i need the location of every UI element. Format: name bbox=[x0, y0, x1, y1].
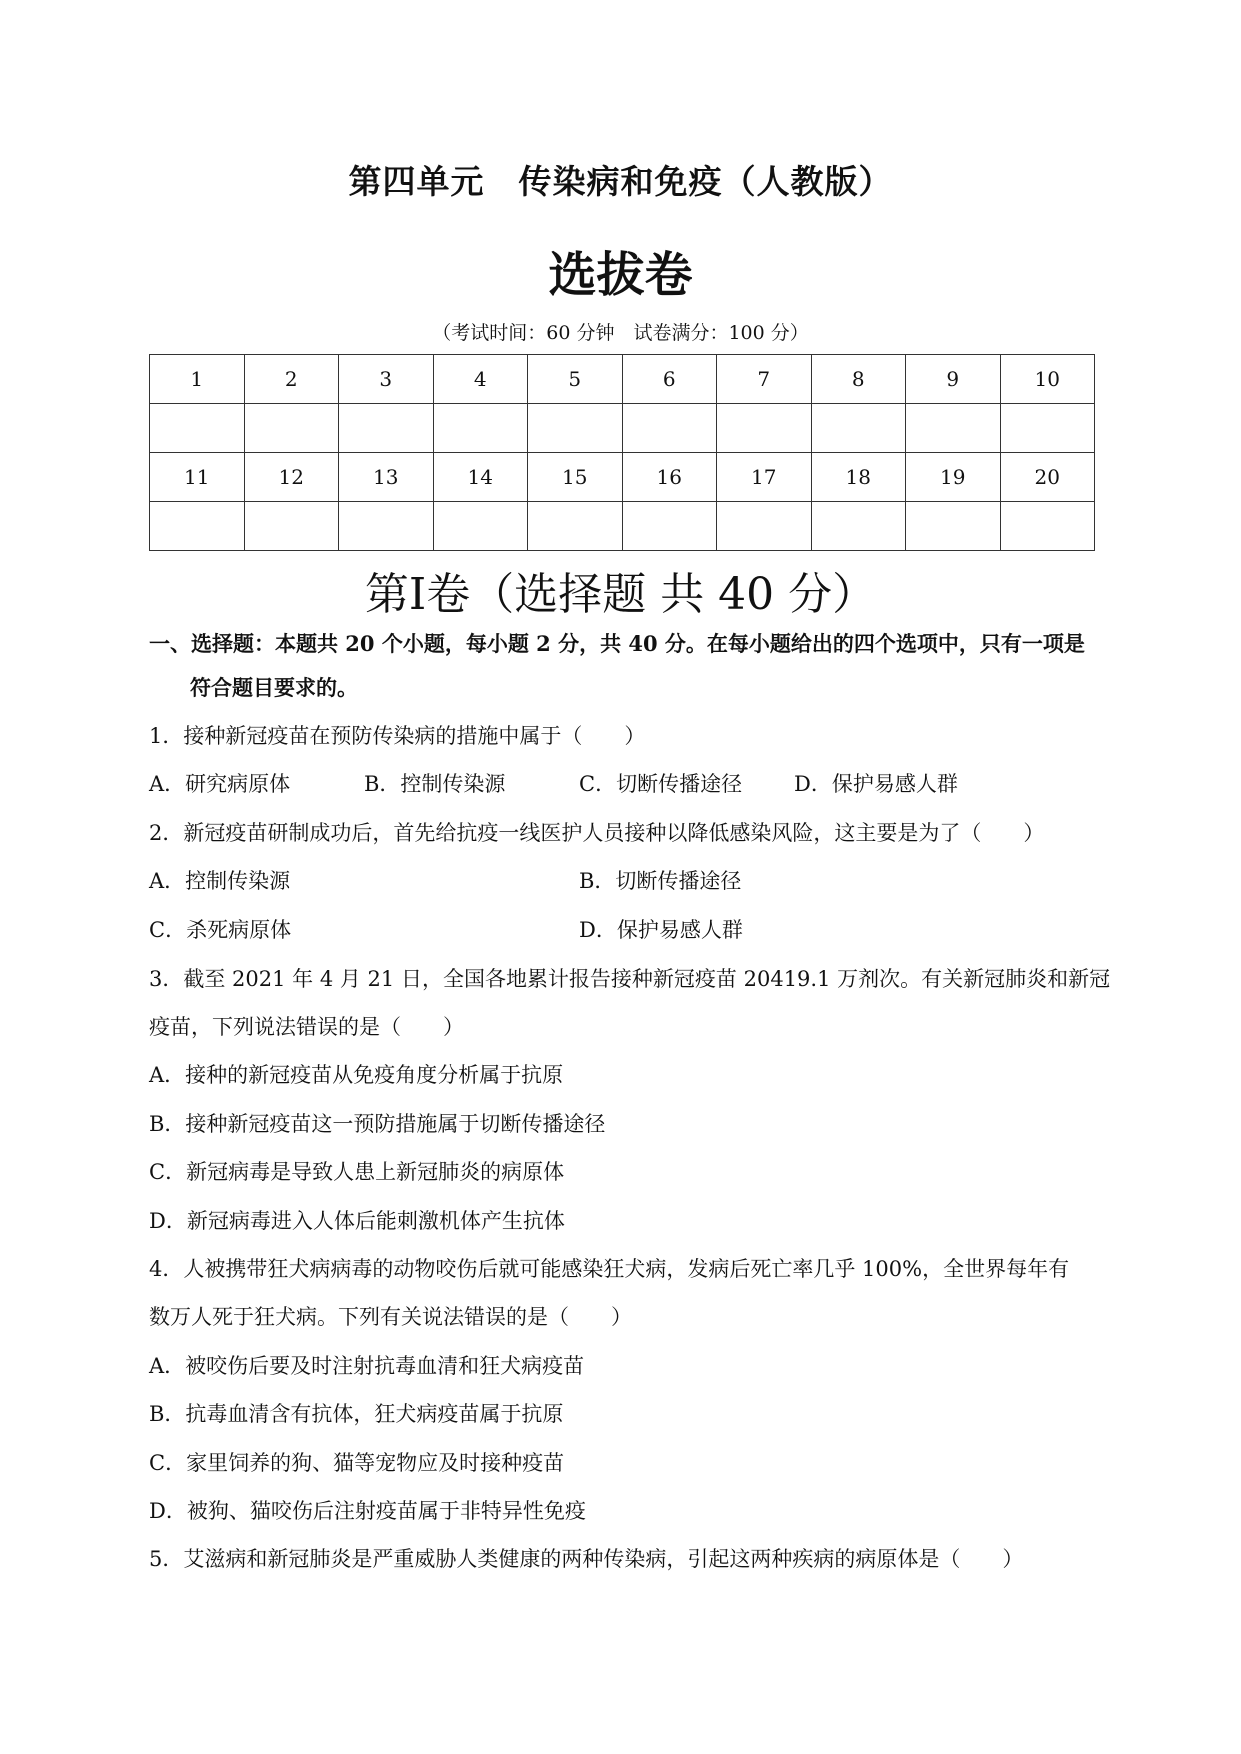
section-title: 第I卷（选择题 共 40 分） bbox=[364, 569, 877, 620]
question-number-cell: 1 bbox=[150, 355, 245, 404]
answer-cell[interactable] bbox=[906, 404, 1001, 453]
answer-cell[interactable] bbox=[811, 404, 906, 453]
question-option: C．家里饲养的狗、猫等宠物应及时接种疫苗 bbox=[149, 1451, 565, 1475]
question-number-cell: 14 bbox=[433, 453, 528, 502]
exam-info: （考试时间：60 分钟 试卷满分：100 分） bbox=[432, 322, 809, 344]
answer-cell[interactable] bbox=[528, 502, 623, 551]
question-stem: 5．艾滋病和新冠肺炎是严重威胁人类健康的两种传染病，引起这两种疾病的病原体是（ ） bbox=[149, 1547, 1024, 1571]
answer-cell[interactable] bbox=[717, 502, 812, 551]
answer-cell[interactable] bbox=[150, 502, 245, 551]
answer-table-number-row bbox=[150, 453, 1095, 502]
answer-cell[interactable] bbox=[906, 502, 1001, 551]
question-option: A．研究病原体 bbox=[149, 772, 291, 796]
question-option: C．杀死病原体 bbox=[149, 918, 292, 942]
question-option: B．接种新冠疫苗这一预防措施属于切断传播途径 bbox=[149, 1112, 606, 1136]
answer-cell[interactable] bbox=[811, 502, 906, 551]
question-stem-continued: 数万人死于狂犬病。下列有关说法错误的是（ ） bbox=[149, 1305, 632, 1329]
question-option: A．接种的新冠疫苗从免疫角度分析属于抗原 bbox=[149, 1063, 564, 1087]
answer-cell[interactable] bbox=[1000, 404, 1095, 453]
answer-cell[interactable] bbox=[622, 502, 717, 551]
question-number-cell: 19 bbox=[906, 453, 1001, 502]
question-option: B．切断传播途径 bbox=[579, 869, 742, 893]
section-instruction: 一、选择题：本题共 20 个小题，每小题 2 分，共 40 分。在每小题给出的四个选项中，只有一项是 bbox=[149, 631, 1085, 656]
exam-subtitle: 选拔卷 bbox=[548, 247, 693, 303]
question-number-cell: 2 bbox=[244, 355, 339, 404]
answer-cell[interactable] bbox=[528, 404, 623, 453]
question-number-cell: 4 bbox=[433, 355, 528, 404]
question-stem: 3．截至 2021 年 4 月 21 日，全国各地累计报告接种新冠疫苗 20419.1 万剂次。有关新冠肺炎和新冠 bbox=[149, 967, 1111, 991]
question-number-cell: 3 bbox=[339, 355, 434, 404]
question-number-cell: 11 bbox=[150, 453, 245, 502]
answer-cell[interactable] bbox=[339, 502, 434, 551]
answer-table-blank-row bbox=[150, 502, 1095, 551]
question-number-cell: 17 bbox=[717, 453, 812, 502]
question-option: B．抗毒血清含有抗体，狂犬病疫苗属于抗原 bbox=[149, 1402, 564, 1426]
question-stem: 1．接种新冠疫苗在预防传染病的措施中属于（ ） bbox=[149, 724, 646, 748]
answer-cell[interactable] bbox=[1000, 502, 1095, 551]
question-number-cell: 16 bbox=[622, 453, 717, 502]
exam-title: 第四单元 传染病和免疫（人教版） bbox=[348, 162, 893, 201]
question-option: A．被咬伤后要及时注射抗毒血清和狂犬病疫苗 bbox=[149, 1354, 585, 1378]
question-option: B．控制传染源 bbox=[364, 772, 506, 796]
question-number-cell: 20 bbox=[1000, 453, 1095, 502]
question-number-cell: 18 bbox=[811, 453, 906, 502]
question-stem: 2．新冠疫苗研制成功后，首先给抗疫一线医护人员接种以降低感染风险，这主要是为了（ ） bbox=[149, 821, 1045, 845]
question-number-cell: 9 bbox=[906, 355, 1001, 404]
question-option: C．新冠病毒是导致人患上新冠肺炎的病原体 bbox=[149, 1160, 565, 1184]
answer-table-number-row bbox=[150, 355, 1095, 404]
question-number-cell: 13 bbox=[339, 453, 434, 502]
answer-cell[interactable] bbox=[244, 502, 339, 551]
question-number-cell: 10 bbox=[1000, 355, 1095, 404]
question-number-cell: 8 bbox=[811, 355, 906, 404]
question-number-cell: 6 bbox=[622, 355, 717, 404]
question-option: D．新冠病毒进入人体后能刺激机体产生抗体 bbox=[149, 1209, 565, 1233]
question-option: D．保护易感人群 bbox=[794, 772, 958, 796]
question-number-cell: 5 bbox=[528, 355, 623, 404]
question-option: D．保护易感人群 bbox=[579, 918, 743, 942]
question-option: C．切断传播途径 bbox=[579, 772, 743, 796]
question-stem-continued: 疫苗，下列说法错误的是（ ） bbox=[149, 1015, 464, 1039]
section-instruction-continued: 符合题目要求的。 bbox=[190, 675, 358, 700]
question-option: D．被狗、猫咬伤后注射疫苗属于非特异性免疫 bbox=[149, 1499, 586, 1523]
answer-cell[interactable] bbox=[717, 404, 812, 453]
question-option: A．控制传染源 bbox=[149, 869, 291, 893]
question-stem: 4．人被携带狂犬病病毒的动物咬伤后就可能感染狂犬病，发病后死亡率几乎 100%，全世界每年有 bbox=[149, 1257, 1070, 1281]
question-number-cell: 15 bbox=[528, 453, 623, 502]
question-number-cell: 7 bbox=[717, 355, 812, 404]
answer-table-blank-row bbox=[150, 404, 1095, 453]
answer-cell[interactable] bbox=[150, 404, 245, 453]
answer-table bbox=[149, 354, 1095, 551]
answer-cell[interactable] bbox=[433, 502, 528, 551]
answer-cell[interactable] bbox=[244, 404, 339, 453]
answer-cell[interactable] bbox=[433, 404, 528, 453]
question-number-cell: 12 bbox=[244, 453, 339, 502]
answer-cell[interactable] bbox=[622, 404, 717, 453]
answer-cell[interactable] bbox=[339, 404, 434, 453]
